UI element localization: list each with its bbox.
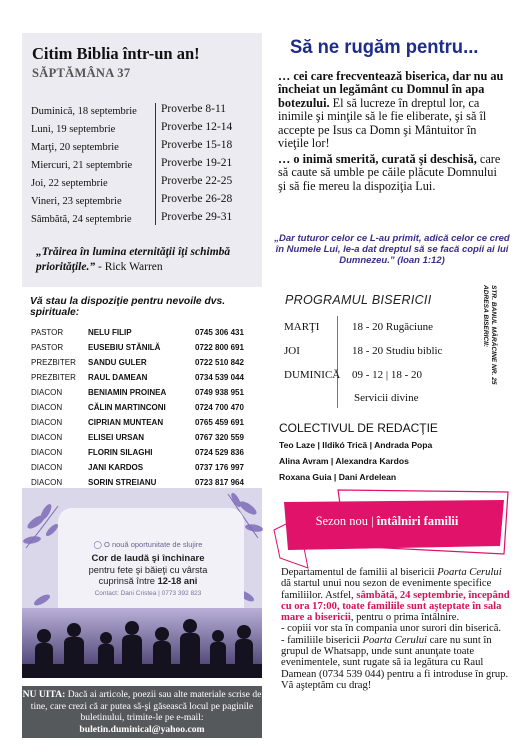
reading-row (31, 157, 261, 174)
prayer-title: Să ne rugăm pentru... (290, 37, 479, 58)
reading-day: Luni, 19 septembrie (31, 124, 116, 135)
editorial-line: Teo Laze | Ildikó Trică | Andrada Popa (279, 440, 433, 450)
staff-name: SORIN STREIANU (88, 478, 157, 487)
staff-role: PASTOR (31, 328, 64, 337)
notice-email-link[interactable]: buletin.duminical@yahoo.com (79, 723, 205, 735)
staff-phone: 0722 800 691 (195, 343, 244, 352)
staff-phone: 0723 817 964 (195, 478, 244, 487)
verse-reference: (Ioan 1:12) (397, 255, 445, 266)
staff-name: FLORIN SILAGHI (88, 448, 153, 457)
staff-row (22, 341, 258, 356)
reading-row (31, 121, 261, 138)
quote-author: - Rick Warren (95, 260, 163, 273)
staff-row (22, 416, 258, 431)
family-season-banner (268, 488, 512, 576)
notice-label: NU UITA: (22, 689, 66, 700)
bible-reading-title: Citim Biblia într-un an! (32, 44, 200, 63)
reading-ref: Proverbe 15-18 (161, 139, 233, 151)
staff-row (22, 386, 258, 401)
reading-day: Joi, 22 septembrie (31, 178, 108, 189)
staff-row (22, 356, 258, 371)
staff-role: DIACON (31, 403, 63, 412)
family-season-text: Departamentul de familii al bisericii Poarta Cerului dă startul unui nou sezon de evenimente specifice familiilor. Astfel, sâmbătă, 24 septembrie, începând cu ora 17:00, toate familiile sunt aşteptate în sala mare a bisericii, pentru o prima întâlnire. - copiii vor sta în compania unor surori din biserică. - familiile bisericii Poarta Cerului care nu sunt în grupul de Whatsapp, unde sunt anunţate toate evenimentele, sunt rugate să ia legătura cu Raul Damean (0734 539 044) pentru a fi introduse în grup. Vă aşteptăm cu drag! (281, 567, 510, 691)
staff-role: DIACON (31, 388, 63, 397)
program-time: 18 - 20 Studiu biblic (352, 345, 443, 357)
staff-phone: 0749 938 951 (195, 388, 244, 397)
program-day: MARŢI (284, 321, 320, 333)
program-title: PROGRAMUL BISERICII (285, 293, 432, 307)
program-extra: Servicii divine (354, 392, 419, 404)
reading-day: Sâmbătă, 24 septembrie (31, 214, 132, 225)
staff-phone: 0734 539 044 (195, 373, 244, 382)
church-address (478, 285, 497, 403)
rick-warren-quote (36, 245, 258, 274)
staff-role: PASTOR (31, 343, 64, 352)
reading-ref: Proverbe 26-28 (161, 193, 233, 205)
staff-name: CĂLIN MARTINCONI (88, 403, 166, 412)
staff-row (22, 371, 258, 386)
reading-day: Marţi, 20 septembrie (31, 142, 119, 153)
staff-role: PREZBITER (31, 358, 76, 367)
program-time: 09 - 12 | 18 - 20 (352, 369, 423, 381)
reading-ref: Proverbe 22-25 (161, 175, 233, 187)
staff-phone: 0745 306 431 (195, 328, 244, 337)
program-time: 18 - 20 Rugăciune (352, 321, 433, 333)
bible-verse: „Dar tuturor celor ce L-au primit, adică celor ce cred în Numele Lui, le-a dat dreptul să se facă copii ai lui Dumnezeu.” (Ioan 1:12) (274, 233, 510, 266)
program-day: DUMINICĂ (284, 369, 341, 381)
reading-row (31, 103, 261, 120)
flyer-contact: Contact: Dani Cristea | 0773 392 823 (94, 590, 202, 597)
staff-heading: Vă stau la dispoziţie pentru nevoile dvs. spirituale: (30, 296, 226, 318)
reading-ref: Proverbe 8-11 (161, 103, 227, 115)
prayer-item: … cei care frecventează biserica, dar nu au încheiat un legământ cu Domnul în apa botezului. El să lucreze în dreptul lor, ca inimile şi minţile să le fie eliberate, şi să îl accepte pe Isus ca Domn şi Mântuitor în vieţile lor! (278, 69, 504, 151)
staff-phone: 0724 529 836 (195, 448, 244, 457)
flyer-new-opportunity: ◯ O nouă oportunitate de slujire (93, 540, 203, 549)
quote-text: „Trăirea în lumina eternităţii îţi schimbă priorităţile.” (36, 246, 231, 273)
reading-row (31, 139, 261, 156)
reading-ref: Proverbe 19-21 (161, 157, 233, 169)
address-line2: STR. BANUL MĂRĂCINE NR. 25 (490, 285, 497, 385)
editorial-title: COLECTIVUL DE REDACŢIE (279, 421, 438, 435)
editorial-line: Roxana Guia | Dani Ardelean (279, 472, 397, 482)
reading-row (31, 175, 261, 192)
staff-row (22, 446, 258, 461)
staff-phone: 0767 320 559 (195, 433, 244, 442)
staff-role: DIACON (31, 418, 63, 427)
family-season-label: Sezon nou | întâlniri familii (315, 514, 459, 528)
staff-row (22, 431, 258, 446)
staff-name: SANDU GULER (88, 358, 147, 367)
address-line1: ADRESA BISERICII: (482, 285, 489, 348)
staff-name: JANI KARDOS (88, 463, 144, 472)
staff-row (22, 326, 258, 341)
staff-phone: 0765 459 691 (195, 418, 244, 427)
flyer-subtitle: pentru fete şi băieţi cu vârsta cuprinsă între 12-18 ani (88, 565, 208, 586)
reading-row (31, 193, 261, 210)
staff-phone: 0737 176 997 (195, 463, 244, 472)
reading-day: Miercuri, 21 septembrie (31, 160, 133, 171)
program-divider (337, 316, 338, 408)
editorial-line: Alina Avram | Alexandra Kardos (279, 456, 409, 466)
staff-role: PREZBITER (31, 373, 76, 382)
flyer-title: Cor de laudă şi închinare (91, 553, 205, 564)
staff-role: DIACON (31, 463, 63, 472)
staff-name: RAUL DAMEAN (88, 373, 148, 382)
week-label: SĂPTĂMÂNA 37 (32, 66, 131, 80)
reading-row (31, 211, 261, 228)
staff-phone: 0722 510 842 (195, 358, 244, 367)
staff-row (22, 401, 258, 416)
reading-ref: Proverbe 12-14 (161, 121, 233, 133)
staff-role: DIACON (31, 478, 63, 487)
choir-silhouette-image (22, 608, 262, 678)
submission-notice (22, 686, 262, 738)
notice-text: Dacă ai articole, poezii sau alte materiale scrise de tine, care crezi că ar putea să-şi găsească locul pe paginile buletinului, trimite-le pe e-mail: (30, 689, 262, 724)
reading-day: Vineri, 23 septembrie (31, 196, 122, 207)
staff-phone: 0724 700 470 (195, 403, 244, 412)
reading-ref: Proverbe 29-31 (161, 211, 233, 223)
staff-row (22, 461, 258, 476)
staff-role: DIACON (31, 433, 63, 442)
staff-role: DIACON (31, 448, 63, 457)
staff-name: ELISEI URSAN (88, 433, 145, 442)
staff-name: BENIAMIN PROINEA (88, 388, 167, 397)
staff-name: CIPRIAN MUNTEAN (88, 418, 164, 427)
prayer-item: … o inimă smerită, curată şi deschisă, care să caute să umble pe căile plăcute Domnului şi să fie mereu la dispoziţia Lui. (278, 152, 501, 193)
staff-name: NELU FILIP (88, 328, 132, 337)
program-day: JOI (284, 345, 300, 357)
staff-name: EUSEBIU STĂNILĂ (88, 343, 161, 352)
reading-day: Duminică, 18 septembrie (31, 106, 137, 117)
